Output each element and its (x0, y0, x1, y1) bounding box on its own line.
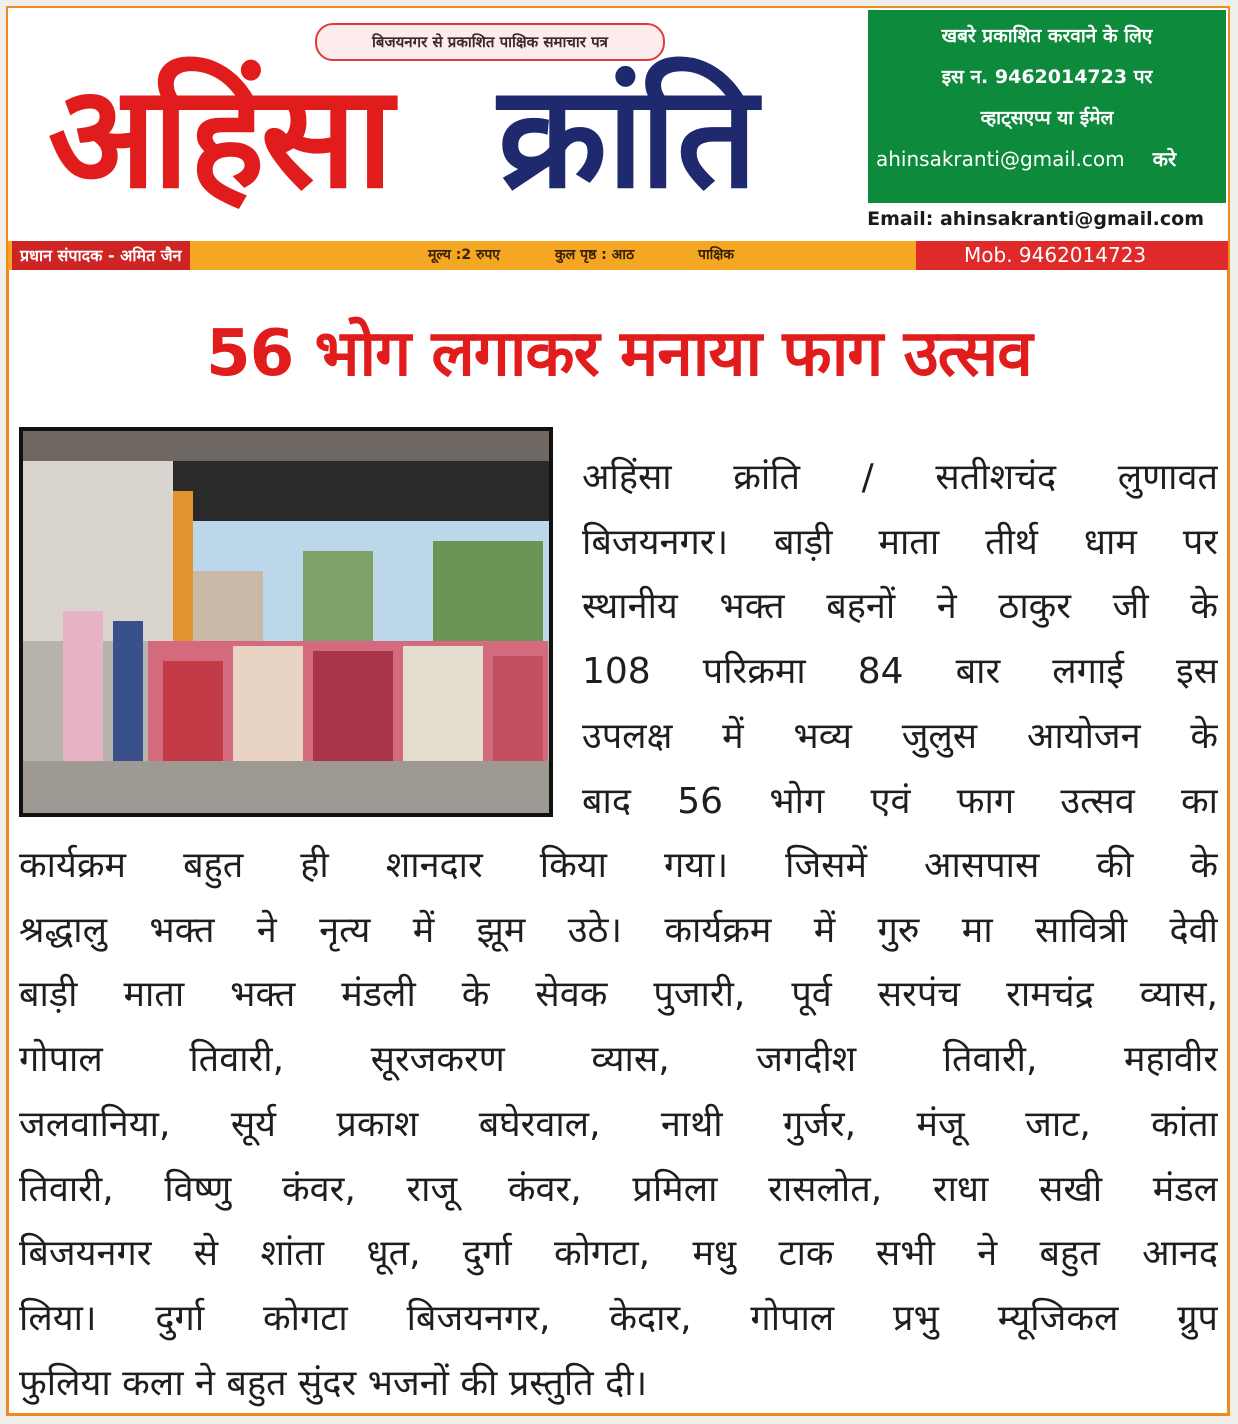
submission-line-3: व्हाट्सएप्प या ईमेल (980, 107, 1114, 129)
mobile-number: Mob. 9462014723 (916, 241, 1228, 270)
article-line: बिजयनगर। बाड़ी माता तीर्थ धाम पर (582, 521, 1218, 563)
submission-line-1: खबरे प्रकाशित करवाने के लिए (941, 25, 1153, 47)
article-line: लिया। दुर्गा कोगटा बिजयनगर, केदार, गोपाल प्रभु म्यूजिकल ग्रुप (19, 1297, 1218, 1339)
news-submission-box (868, 10, 1226, 203)
price-label: मूल्य :2 रुपए (428, 247, 501, 263)
article-line: स्थानीय भक्त बहनों ने ठाकुर जी के (582, 586, 1218, 628)
article-line: बाड़ी माता भक्त मंडली के सेवक पुजारी, पूर्व सरपंच रामचंद्र व्यास, (19, 974, 1218, 1016)
chief-editor: प्रधान संपादक - अमित जैन (12, 241, 190, 270)
article-headline: 56 भोग लगाकर मनाया फाग उत्सव (206, 317, 1032, 391)
photo-illustration (23, 431, 549, 813)
article-line: जलवानिया, सूर्य प्रकाश बघेरवाल, नाथी गुर्जर, मंजू जाट, कांता (19, 1103, 1218, 1145)
article-line: उपलक्ष में भव्य जुलुस आयोजन के (582, 715, 1218, 757)
pages-label: कुल पृष्ठ : आठ (555, 247, 635, 263)
article-line: बाद 56 भोग एवं फाग उत्सव का (582, 780, 1218, 822)
article-line: अहिंसा क्रांति / सतीशचंद लुणावत (582, 457, 1218, 498)
masthead-email: Email: ahinsakranti@gmail.com (867, 208, 1204, 230)
article-line-last: फुलिया कला ने बहुत सुंदर भजनों की प्रस्तुति दी। (19, 1362, 648, 1404)
title-part-red: अहिंसा (48, 55, 390, 220)
submission-suffix: करे (1152, 147, 1177, 171)
article-line: श्रद्धालु भक्त ने नृत्य में झूम उठे। कार्यक्रम में गुरु मा सावित्री देवी (19, 909, 1218, 951)
article-text-beside-photo (582, 446, 1218, 834)
article-photo (19, 427, 553, 817)
frequency-label: पाक्षिक (698, 247, 734, 263)
article-line: 108 परिक्रमा 84 बार लगाई इस (582, 651, 1218, 693)
article-line: कार्यक्रम बहुत ही शानदार किया गया। जिसमें आसपास की के (19, 845, 1218, 886)
title-part-blue: क्रांति (498, 55, 754, 220)
submission-line-2: इस न. 9462014723 पर (941, 66, 1153, 88)
article-line: तिवारी, विष्णु कंवर, राजू कंवर, प्रमिला रासलोत, राधा सखी मंडल (19, 1168, 1218, 1210)
masthead-info-bar (8, 241, 1228, 270)
submission-email: ahinsakranti@gmail.com (876, 147, 1125, 171)
newspaper-masthead (8, 8, 1228, 270)
submission-email-line (868, 139, 1226, 180)
masthead-tagline: बिजयनगर से प्रकाशित पाक्षिक समाचार पत्र (315, 23, 665, 61)
article-text-full-width (19, 834, 1218, 1416)
article-line: गोपाल तिवारी, सूरजकरण व्यास, जगदीश तिवारी, महावीर (19, 1039, 1218, 1081)
article-line: बिजयनगर से शांता धूत, दुर्गा कोगटा, मधु टाक सभी ने बहुत आनद (19, 1233, 1218, 1275)
